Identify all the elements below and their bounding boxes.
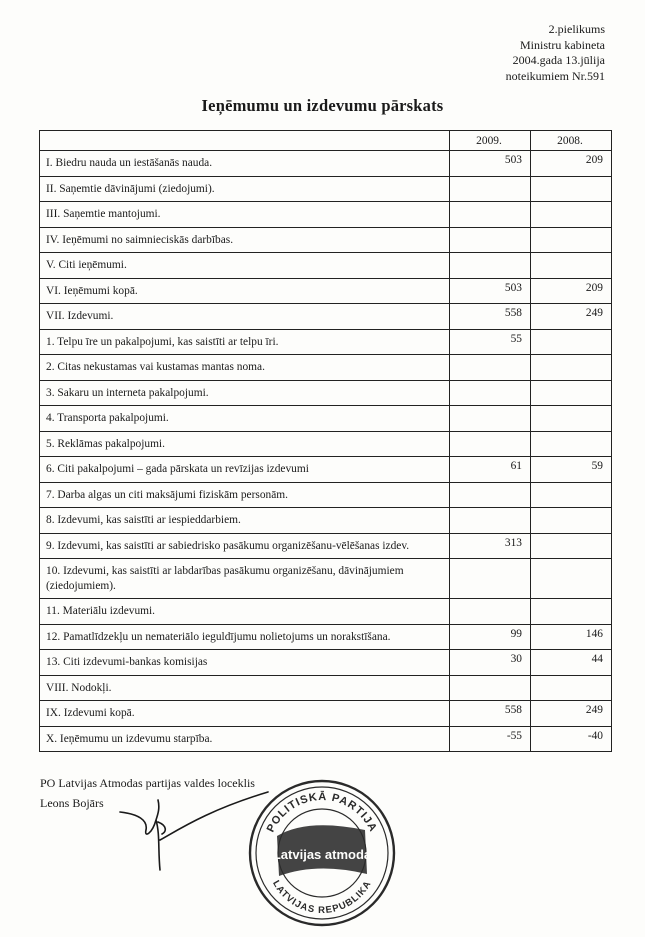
signatory-position: PO Latvijas Atmodas partijas valdes loceklis xyxy=(40,776,255,790)
table-row xyxy=(40,202,612,228)
row-value-2009 xyxy=(450,227,531,253)
row-value-2008: 209 xyxy=(531,151,612,177)
row-value-2008 xyxy=(531,675,612,701)
stamp-center-text: Latvijas atmoda xyxy=(272,847,372,862)
row-value-2008 xyxy=(531,508,612,534)
row-value-2009 xyxy=(450,599,531,625)
table-row xyxy=(40,406,612,432)
table-row xyxy=(40,431,612,457)
row-label-cell: 12. Pamatlīdzekļu un nemateriālo ieguldījumu nolietojums un norakstīšana. xyxy=(40,624,450,650)
table-row xyxy=(40,355,612,381)
row-value-2008: 44 xyxy=(531,650,612,676)
row-label-cell: 2. Citas nekustamas vai kustamas mantas noma. xyxy=(40,355,450,381)
table-header-row xyxy=(40,131,612,151)
row-value-2009 xyxy=(450,253,531,279)
table-row xyxy=(40,533,612,559)
row-value-2008: 146 xyxy=(531,624,612,650)
row-value-2009: 503 xyxy=(450,278,531,304)
row-value-2009: 61 xyxy=(450,457,531,483)
row-value-2009: 55 xyxy=(450,329,531,355)
row-label-cell: 10. Izdevumi, kas saistīti ar labdarības pasākumu organizēšanu, dāvinājumiem (ziedojumiem). xyxy=(40,559,450,599)
row-label-cell: 8. Izdevumi, kas saistīti ar iespieddarbiem. xyxy=(40,508,450,534)
table-row xyxy=(40,599,612,625)
annex-date: 2004.gada 13.jūlija xyxy=(512,53,605,67)
row-value-2008: 249 xyxy=(531,304,612,330)
page-title: Ieņēmumu un izdevumu pārskats xyxy=(201,96,444,115)
row-value-2009: 503 xyxy=(450,151,531,177)
annex-issuer: Ministru kabineta xyxy=(520,37,605,52)
row-value-2008 xyxy=(531,227,612,253)
header-year-2009: 2009. xyxy=(450,131,531,151)
row-value-2008: 59 xyxy=(531,457,612,483)
row-value-2009: -55 xyxy=(450,726,531,752)
row-value-2008: 249 xyxy=(531,701,612,727)
row-label-cell: 3. Sakaru un interneta pakalpojumi. xyxy=(40,380,450,406)
row-value-2009 xyxy=(450,431,531,457)
row-value-2008 xyxy=(531,406,612,432)
row-value-2008 xyxy=(531,533,612,559)
table-row xyxy=(40,482,612,508)
row-value-2008 xyxy=(531,329,612,355)
table-row xyxy=(40,253,612,279)
row-value-2008 xyxy=(531,355,612,381)
row-value-2008 xyxy=(531,559,612,599)
stamp-bottom-text: LATVIJAS REPUBLIKA xyxy=(270,878,374,916)
table-row xyxy=(40,151,612,177)
table-row xyxy=(40,559,612,599)
row-label-cell: X. Ieņēmumu un izdevumu starpība. xyxy=(40,726,450,752)
table-row xyxy=(40,304,612,330)
row-value-2009: 558 xyxy=(450,304,531,330)
row-value-2008 xyxy=(531,431,612,457)
row-value-2009 xyxy=(450,380,531,406)
row-value-2008: 209 xyxy=(531,278,612,304)
annex-reference xyxy=(506,22,605,84)
stamp-top-text: POLITISKĀ PARTIJA xyxy=(264,790,380,835)
row-value-2008: -40 xyxy=(531,726,612,752)
table-row xyxy=(40,650,612,676)
row-value-2008 xyxy=(531,599,612,625)
party-stamp-icon xyxy=(247,778,397,928)
row-value-2009 xyxy=(450,559,531,599)
row-value-2009: 313 xyxy=(450,533,531,559)
row-label-cell: VIII. Nodokļi. xyxy=(40,675,450,701)
row-label-cell: 1. Telpu īre un pakalpojumi, kas saistīti ar telpu īri. xyxy=(40,329,450,355)
table-row xyxy=(40,227,612,253)
row-label-cell: VII. Izdevumi. xyxy=(40,304,450,330)
annex-regulation: noteikumiem Nr.591 xyxy=(505,68,605,83)
row-value-2009 xyxy=(450,675,531,701)
row-value-2009: 30 xyxy=(450,650,531,676)
row-value-2009 xyxy=(450,355,531,381)
row-label-cell: IV. Ieņēmumi no saimnieciskās darbības. xyxy=(40,227,450,253)
table-row xyxy=(40,457,612,483)
header-year-2008: 2008. xyxy=(531,131,612,151)
header-label-cell xyxy=(40,131,450,151)
annex-number: 2.pielikums xyxy=(548,22,605,36)
income-expense-table xyxy=(39,130,612,752)
table-row xyxy=(40,380,612,406)
row-value-2009 xyxy=(450,482,531,508)
row-value-2009 xyxy=(450,176,531,202)
table-row xyxy=(40,675,612,701)
row-label-cell: 4. Transporta pakalpojumi. xyxy=(40,406,450,432)
row-value-2008 xyxy=(531,380,612,406)
row-label-cell: IX. Izdevumi kopā. xyxy=(40,701,450,727)
table-row xyxy=(40,726,612,752)
row-value-2009 xyxy=(450,508,531,534)
row-value-2008 xyxy=(531,253,612,279)
row-label-cell: III. Saņemtie mantojumi. xyxy=(40,202,450,228)
table-row xyxy=(40,701,612,727)
row-label-cell: 5. Reklāmas pakalpojumi. xyxy=(40,431,450,457)
row-value-2009: 558 xyxy=(450,701,531,727)
row-label-cell: 7. Darba algas un citi maksājumi fiziskām personām. xyxy=(40,482,450,508)
row-label-cell: 6. Citi pakalpojumi – gada pārskata un revīzijas izdevumi xyxy=(40,457,450,483)
table-body xyxy=(40,131,612,752)
row-value-2009: 99 xyxy=(450,624,531,650)
row-value-2009 xyxy=(450,406,531,432)
table-row xyxy=(40,176,612,202)
row-label-cell: 9. Izdevumi, kas saistīti ar sabiedrisko pasākumu organizēšanu-vēlēšanas izdev. xyxy=(40,533,450,559)
table-row xyxy=(40,278,612,304)
table-row xyxy=(40,624,612,650)
row-value-2009 xyxy=(450,202,531,228)
row-label-cell: V. Citi ieņēmumi. xyxy=(40,253,450,279)
row-value-2008 xyxy=(531,202,612,228)
table-row xyxy=(40,329,612,355)
row-label-cell: 11. Materiālu izdevumi. xyxy=(40,599,450,625)
row-value-2008 xyxy=(531,482,612,508)
row-label-cell: 13. Citi izdevumi-bankas komisijas xyxy=(40,650,450,676)
row-label-cell: I. Biedru nauda un iestāšanās nauda. xyxy=(40,151,450,177)
signatory-name: Leons Bojārs xyxy=(40,796,104,810)
table-row xyxy=(40,508,612,534)
row-label-cell: II. Saņemtie dāvinājumi (ziedojumi). xyxy=(40,176,450,202)
row-value-2008 xyxy=(531,176,612,202)
row-label-cell: VI. Ieņēmumi kopā. xyxy=(40,278,450,304)
